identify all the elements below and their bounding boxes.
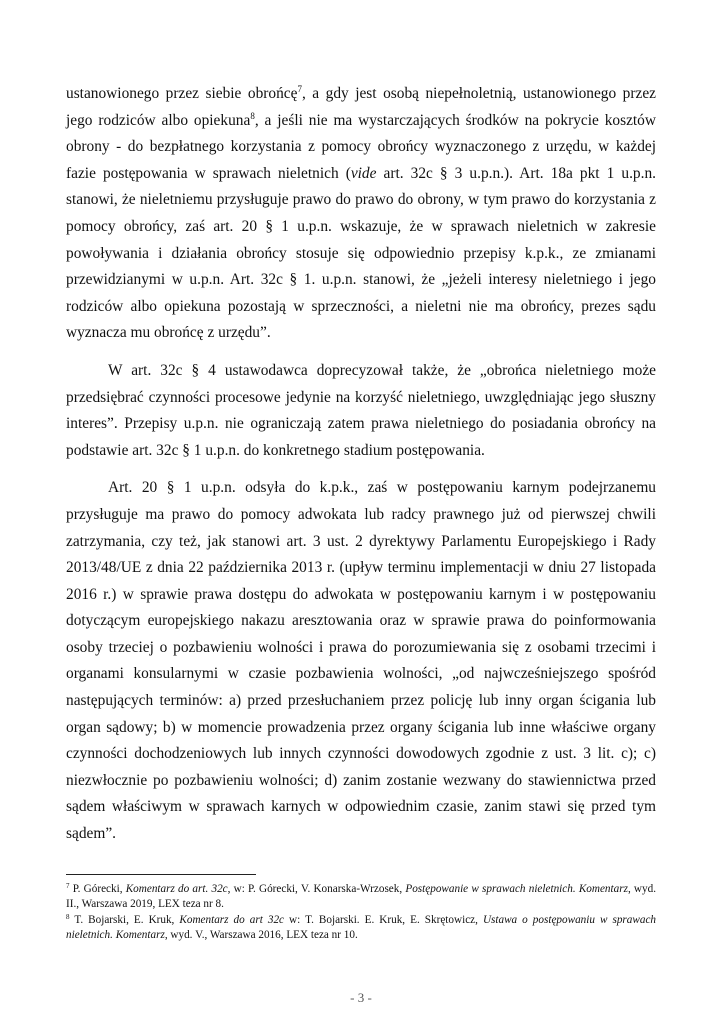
- paragraph-1: ustanowionego przez siebie obrońcę$^7$, a gdy jest osobą niepełnoletnią, ustanowionego przez jego rodziców albo opiekuna$^8$, a jeśli nie ma wystarczających środków na pokrycie kosztów obrony - do bezpłatnego korzystania z pomocy obrońcy wyznaczonego z urzędu, w każdej fazie postępowania w sprawach nieletnich (vide art. 32c § 3 u.p.n.). Art. 18a pkt 1 u.p.n. stanowi, że nieletniemu przysługuje prawo do prawo do obrony, w tym prawo do korzystania z pomocy obrońcy, zaś art. 20 § 1 u.p.n. wskazuje, że w sprawach nieletnich w zakresie powoływania i działania obrońcy stosuje się odpowiednio przepisy k.p.k., ze zmianami przewidzianymi w u.p.n. Art. 32c § 1. u.p.n. stanowi, że „jeżeli interesy nieletniego i jego rodziców albo opiekuna pozostają w sprzeczności, a nieletni nie ma obrońcy, prezes sądu wyznacza mu obrońcę z urzędu”.: [66, 84, 657, 342]
- paragraph-2: W art. 32c § 4 ustawodawca doprecyzował także, że „obrońca nieletniego może przedsiębrać czynności procesowe jedynie na korzyść nieletniego, uwzględniając jego słuszny interes”. Przepisy u.p.n. nie ograniczają zatem prawa nieletniego do posiadania obrońcy na podstawie art. 32c § 1 u.p.n. do konkretnego stadium postępowania.: [66, 361, 656, 459]
- footnote-separator: [66, 874, 256, 875]
- paragraph-3: Art. 20 § 1 u.p.n. odsyła do k.p.k., zaś w postępowaniu karnym podejrzanemu przysługuje ma prawo do pomocy adwokata lub radcy prawnego już od pierwszej chwili zatrzymania, czy też, jak stanowi art. 3 ust. 2 dyrektywy Parlamentu Europejskiego i Rady 2013/48/UE z dnia 22 października 2013 r. (upływ terminu implementacji w dniu 27 listopada 2016 r.) w sprawie prawa dostępu do adwokata w postępowaniu karnym i w postępowaniu dotyczącym europejskiego nakazu aresztowania oraz w sprawie prawa do poinformowania osoby trzeciej o pozbawieniu wolności i prawa do porozumiewania się z osobami trzecimi i organami konsularnymi w czasie pozbawienia wolności, „od najwcześniejszego spośród następujących terminów: a) przed przesłuchaniem przez policję lub inny organ ścigania lub organ sądowy; b) w momencie prowadzenia przez organy ścigania lub inne właściwe organy czynności dochodzeniowych lub innych czynności dowodowych zgodnie z ust. 3 lit. c); c) niezwłocznie po pozbawieniu wolności; d) zanim zostanie wezwany do stawiennictwa przed sądem właściwym w sprawach karnych w odpowiednim czasie, zanim stawi się przed tym sądem”.: [66, 479, 656, 843]
- body-text: [66, 81, 656, 859]
- footnote-ref-8[interactable]: 8: [250, 110, 255, 121]
- vide-term: vide: [350, 164, 377, 182]
- footnote-7: $^7$ P. Górecki, Komentarz do art. 32c, w: P. Górecki, V. Konarska-Wrzosek, Postępowanie w sprawach nieletnich. Komentarz, wyd. II., Warszawa 2019, LEX teza nr 8.: [66, 882, 657, 910]
- footnotes: [66, 882, 656, 944]
- page-number: - 3 -: [350, 990, 372, 1005]
- footnote-ref-7[interactable]: 7: [297, 84, 302, 94]
- footnote-8: $^8$ T. Bojarski, E. Kruk, Komentarz do art 32c w: T. Bojarski. E. Kruk, E. Skrętowicz, Ustawa o postępowaniu w sprawach nieletnich. Komentarz, wyd. V., Warszawa 2016, LEX teza nr 10.: [66, 913, 656, 941]
